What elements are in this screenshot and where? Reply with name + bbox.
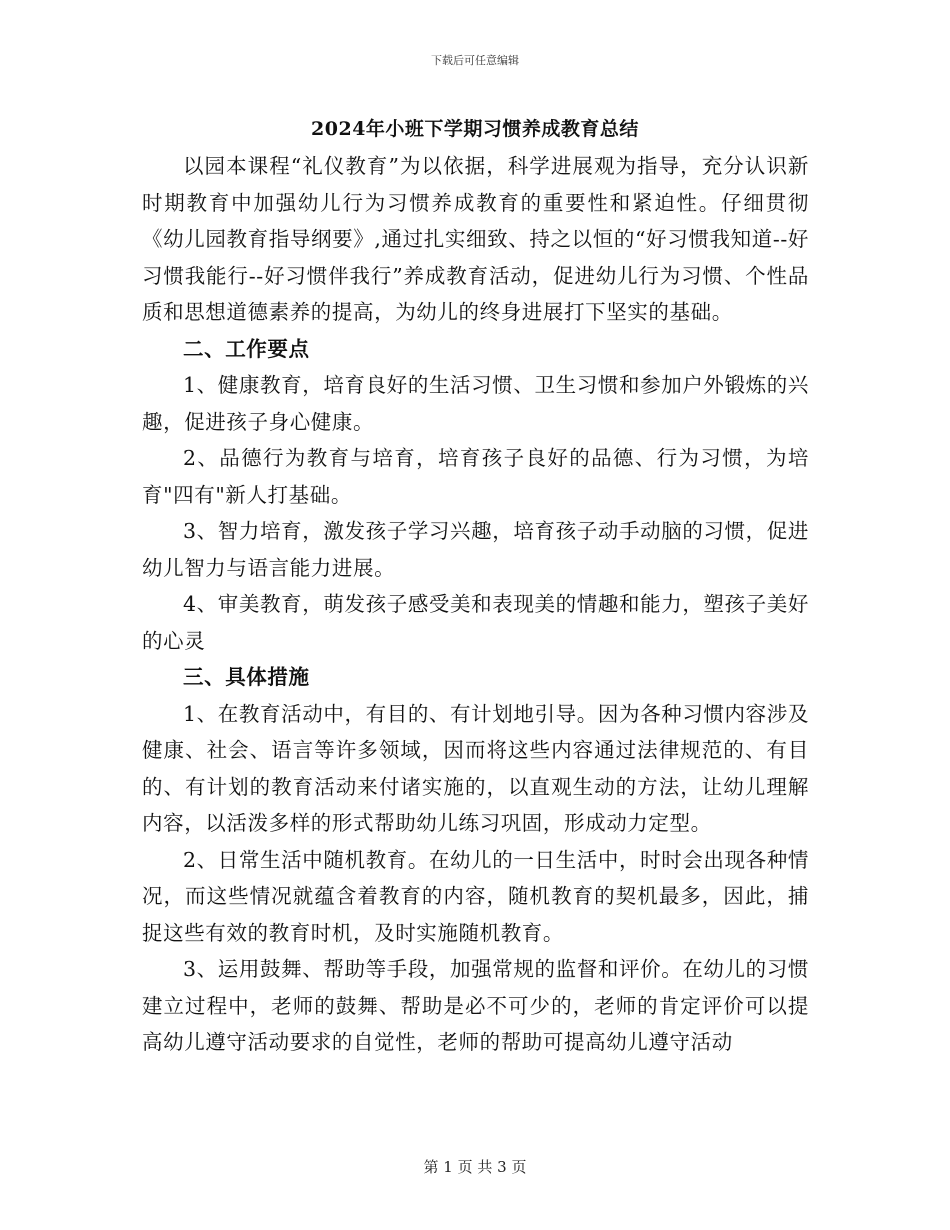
section-heading-work-points: 二、工作要点: [183, 336, 310, 361]
measure-2: 2、日常生活中随机教育。在幼儿的一日生活中，时时会出现各种情况，而这些情况就蕴含着教育的内容，随机教育的契机最多，因此，捕捉这些有效的教育时机，及时实施随机教育。: [142, 847, 809, 945]
work-point-1: 1、健康教育，培育良好的生活习惯、卫生习惯和参加户外锻炼的兴趣，促进孩子身心健康。: [142, 373, 809, 434]
page-number: 第 1 页 共 3 页: [423, 1158, 527, 1176]
document-title: 2024年小班下学期习惯养成教育总结: [311, 118, 639, 140]
measure-3: 3、运用鼓舞、帮助等手段，加强常规的监督和评价。在幼儿的习惯建立过程中，老师的鼓舞、帮助是必不可少的，老师的肯定评价可以提高幼儿遵守活动要求的自觉性，老师的帮助可提高幼儿遵守活动: [142, 957, 809, 1054]
section-heading-measures: 三、具体措施: [183, 665, 310, 689]
work-point-3: 3、智力培育，激发孩子学习兴趣，培育孩子动手动脑的习惯，促进幼儿智力与语言能力进展。: [142, 519, 809, 580]
document-body: [142, 148, 809, 1061]
work-point-2: 2、品德行为教育与培育，培育孩子良好的品德、行为习惯，为培育"四有"新人打基础。: [142, 446, 809, 507]
intro-paragraph: 以园本课程“礼仪教育”为以依据，科学进展观为指导，充分认识新时期教育中加强幼儿行为习惯养成教育的重要性和紧迫性。仔细贯彻《幼儿园教育指导纲要》,通过扎实细致、持之以恒的“好习惯我知道--好习惯我能行--好习惯伴我行”养成教育活动，促进幼儿行为习惯、个性品质和思想道德素养的提高，为幼儿的终身进展打下坚实的基础。: [142, 154, 809, 324]
work-point-4: 4、审美教育，萌发孩子感受美和表现美的情趣和能力，塑孩子美好的心灵: [142, 592, 809, 653]
page-header-note: 下载后可任意编辑: [431, 54, 519, 67]
measure-1: 1、在教育活动中，有目的、有计划地引导。因为各种习惯内容涉及健康、社会、语言等许多领域，因而将这些内容通过法律规范的、有目的、有计划的教育活动来付诸实施的，以直观生动的方法，让幼儿理解内容，以活泼多样的形式帮助幼儿练习巩固，形成动力定型。: [142, 701, 809, 835]
